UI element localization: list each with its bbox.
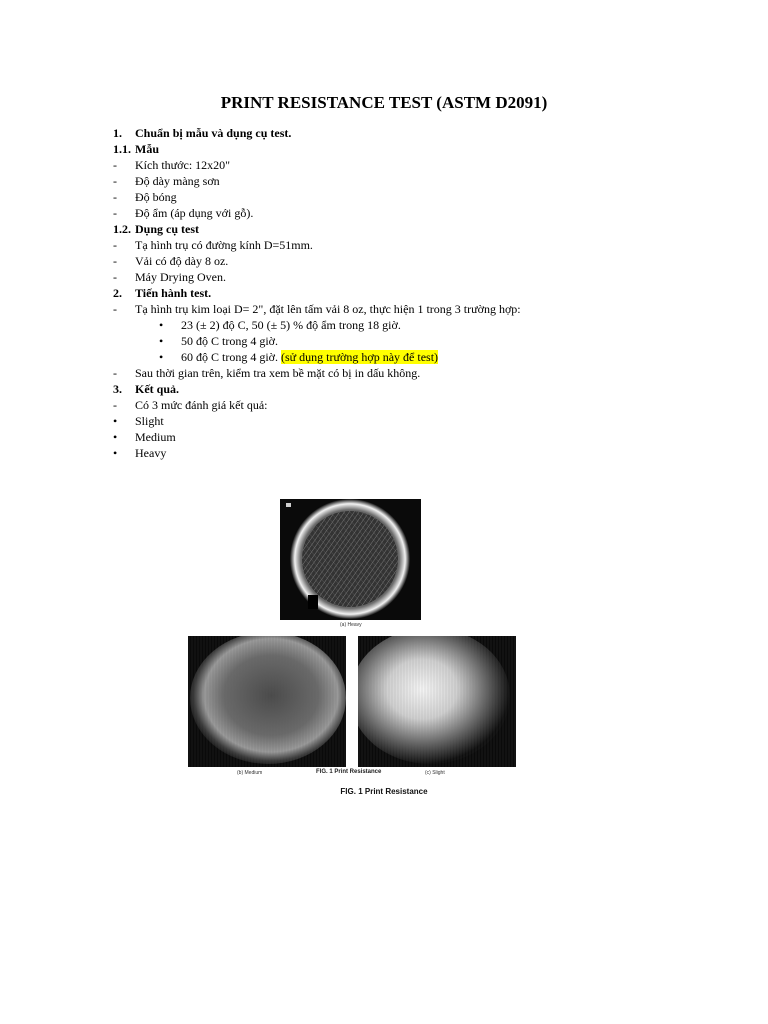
line-text [135, 221, 199, 237]
line-marker: - [113, 254, 117, 268]
line-text-main: Chuẩn bị mẫu và dụng cụ test. [135, 126, 292, 140]
figure-heavy-label: (a) Heavy [340, 622, 362, 628]
line-text [135, 365, 420, 381]
line-text-main: Tạ hình trụ kim loại D= 2", đặt lên tấm vải 8 oz, thực hiện 1 trong 3 trường hợp: [135, 302, 521, 316]
line-text [135, 445, 166, 461]
figure-slight-label: (c) Slight [425, 770, 445, 776]
line-marker: • [159, 318, 164, 332]
line-text-main: Slight [135, 414, 164, 428]
line-marker: - [113, 302, 117, 316]
line-text-main: Vải có độ dày 8 oz. [135, 254, 229, 268]
line-marker: - [113, 398, 117, 412]
heavy-print-graphic [280, 499, 421, 620]
line-marker: • [159, 350, 164, 364]
line-text [181, 333, 278, 349]
line-marker: - [113, 206, 117, 220]
figure-inner-caption: FIG. 1 Print Resistance [316, 769, 382, 775]
line-text [135, 285, 211, 301]
line-marker: • [113, 446, 118, 460]
line-text [135, 381, 179, 397]
line-text [181, 349, 438, 365]
line-text-main: Độ dày màng sơn [135, 174, 220, 188]
line-marker: - [113, 158, 117, 172]
line-text-main: Độ ẩm (áp dụng với gỗ). [135, 206, 254, 220]
line-marker: 3. [113, 382, 122, 396]
line-text [135, 429, 176, 445]
line-text [135, 189, 177, 205]
line-text [135, 173, 220, 189]
line-text [135, 205, 253, 221]
figure-caption: FIG. 1 Print Resistance [340, 787, 428, 796]
line-text [135, 141, 159, 157]
line-marker: - [113, 270, 117, 284]
line-text-main: Có 3 mức đánh giá kết quả: [135, 398, 268, 412]
figure-slight-image [358, 636, 516, 767]
line-marker: 1.1. [113, 142, 131, 156]
line-text-main: Độ bóng [135, 190, 177, 204]
line-text [135, 157, 230, 173]
line-text [135, 269, 226, 285]
document-title: PRINT RESISTANCE TEST (ASTM D2091) [220, 93, 548, 112]
line-marker: - [113, 174, 117, 188]
line-marker: - [113, 238, 117, 252]
figure-medium-label: (b) Medium [237, 770, 263, 776]
line-text-main: 60 độ C trong 4 giờ. [181, 350, 282, 364]
figure-heavy-image [280, 499, 421, 620]
line-text-main: Dụng cụ test [135, 222, 200, 236]
line-text-main: Kết quả. [135, 382, 180, 396]
line-text [135, 237, 313, 253]
line-text-main: Mẫu [135, 142, 159, 156]
line-text-main: Tạ hình trụ có đường kính D=51mm. [135, 238, 313, 252]
line-marker: - [113, 366, 117, 380]
highlighted-note: (sử dụng trường hợp này để test) [281, 350, 439, 364]
slight-print-graphic [358, 636, 516, 767]
line-text [135, 125, 291, 141]
line-text-main: Heavy [135, 446, 167, 460]
line-text-main: 23 (± 2) độ C, 50 (± 5) % độ ẩm trong 18 giờ. [181, 318, 401, 332]
line-text-main: Kích thước: 12x20" [135, 158, 231, 172]
line-text [135, 253, 228, 269]
line-marker: 2. [113, 286, 122, 300]
line-text-main: 50 độ C trong 4 giờ. [181, 334, 279, 348]
line-marker: 1. [113, 126, 122, 140]
line-text [181, 317, 401, 333]
line-marker: • [113, 430, 118, 444]
line-marker: • [159, 334, 164, 348]
line-text [135, 413, 164, 429]
line-text-main: Sau thời gian trên, kiểm tra xem bề mặt có bị in dấu không. [135, 366, 421, 380]
line-text [135, 397, 267, 413]
line-marker: - [113, 190, 117, 204]
medium-print-graphic [188, 636, 346, 767]
line-text-main: Tiến hành test. [135, 286, 212, 300]
figure-medium-image [188, 636, 346, 767]
line-marker: 1.2. [113, 222, 131, 236]
line-text-main: Medium [135, 430, 176, 444]
line-marker: • [113, 414, 118, 428]
line-text-main: Máy Drying Oven. [135, 270, 226, 284]
line-text [135, 301, 521, 317]
